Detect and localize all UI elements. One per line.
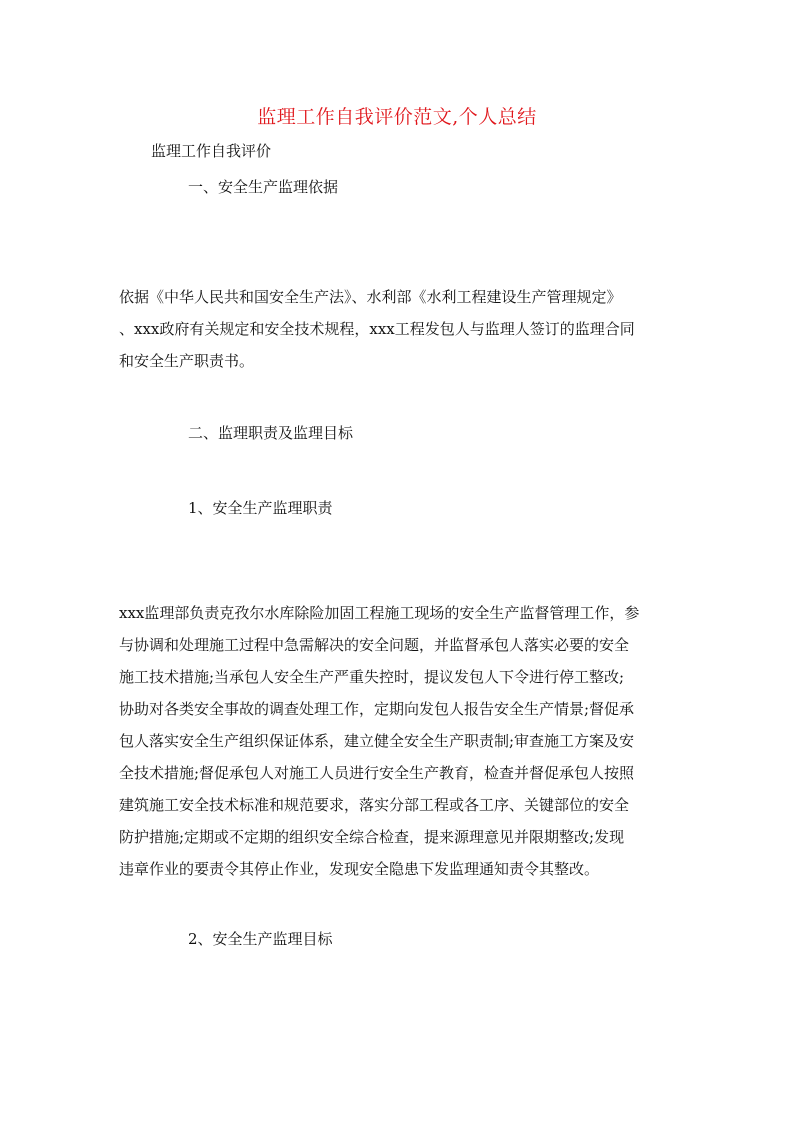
paragraph-line: 施工技术措施;当承包人安全生产严重失控时，提议发包人下令进行停工整改; [119, 668, 625, 686]
section-heading-1: 一、安全生产监理依据 [188, 178, 339, 196]
paragraph-line: xxx监理部负责克孜尔水库除险加固工程施工现场的安全生产监督管理工作，参 [119, 604, 640, 622]
paragraph-line: 违章作业的要责令其停止作业，发现安全隐患下发监理通知责令其整改。 [119, 860, 600, 878]
subsection-heading-1: 1、安全生产监理职责 [188, 499, 333, 517]
paragraph-line: 建筑施工安全技术标准和规范要求，落实分部工程或各工序、关键部位的安全 [119, 796, 630, 814]
paragraph-line: 包人落实安全生产组织保证体系，建立健全安全生产职责制;审查施工方案及安 [119, 732, 635, 750]
paragraph-line: 协助对各类安全事故的调查处理工作，定期向发包人报告安全生产情景;督促承 [119, 700, 635, 718]
document-title: 监理工作自我评价范文,个人总结 [257, 106, 537, 128]
paragraph-line: 和安全生产职责书。 [119, 352, 255, 370]
document-subtitle: 监理工作自我评价 [151, 142, 272, 160]
paragraph-line: 依据《中华人民共和国安全生产法》、水利部《水利工程建设生产管理规定》 [119, 288, 622, 306]
subsection-1-paragraph [119, 597, 675, 885]
subsection-heading-2: 2、安全生产监理目标 [188, 930, 333, 948]
section-heading-2: 二、监理职责及监理目标 [188, 424, 354, 442]
paragraph-line: 全技术措施;督促承包人对施工人员进行安全生产教育，检查并督促承包人按照 [119, 764, 635, 782]
section-1-paragraph [119, 281, 675, 377]
paragraph-line: 防护措施;定期或不定期的组织安全综合检查，提来源理意见并限期整改;发现 [119, 828, 625, 846]
paragraph-line: 、xxx政府有关规定和安全技术规程，xxx工程发包人与监理人签订的监理合同 [119, 320, 635, 338]
paragraph-line: 与协调和处理施工过程中急需解决的安全问题，并监督承包人落实必要的安全 [119, 636, 630, 654]
